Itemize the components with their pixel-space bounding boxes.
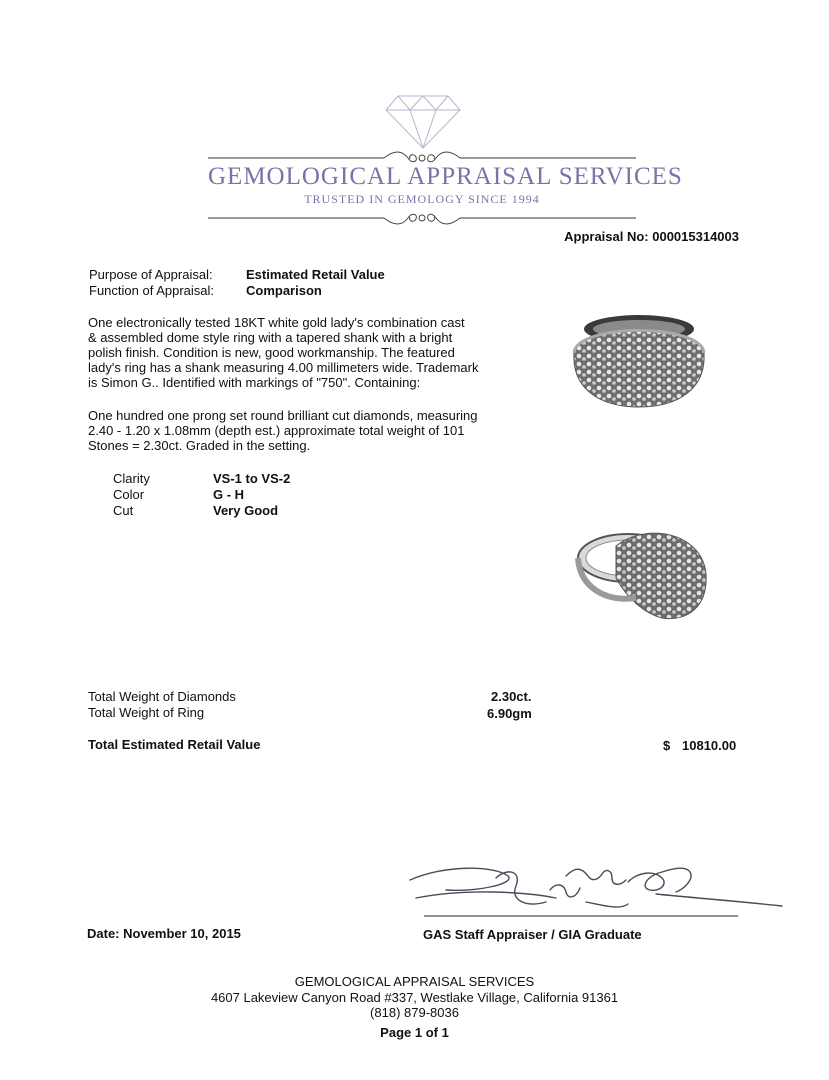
description-line: is Simon G.. Identified with markings of "750". Containing: — [88, 375, 421, 390]
appraisal-date: Date: November 10, 2015 — [87, 926, 241, 941]
function-value: Comparison — [246, 283, 322, 298]
retail-value: 10810.00 — [682, 738, 737, 753]
footer-phone: (818) 879-8036 — [370, 1005, 459, 1020]
footer-address: 4607 Lakeview Canyon Road #337, Westlake Village, California 91361 — [210, 990, 619, 1005]
purpose-value: Estimated Retail Value — [246, 267, 385, 282]
diamond-line: 2.40 - 1.20 x 1.08mm (depth est.) approximate total weight of 101 — [88, 423, 465, 438]
diamond-logo-icon — [384, 94, 462, 150]
diamond-line: One hundred one prong set round brilliant cut diamonds, measuring — [88, 408, 478, 423]
description-line: lady's ring has a shank measuring 4.00 millimeters wide. Trademark — [88, 360, 479, 375]
appraisal-number: Appraisal No: 000015314003 — [564, 229, 739, 244]
color-value: G - H — [213, 487, 245, 502]
clarity-label: Clarity — [113, 471, 150, 486]
diamond-line: Stones = 2.30ct. Graded in the setting. — [88, 438, 311, 453]
appraiser-title: GAS Staff Appraiser / GIA Graduate — [423, 927, 642, 942]
color-label: Color — [113, 487, 145, 502]
page-number: Page 1 of 1 — [380, 1025, 449, 1040]
ring-photo-top — [566, 305, 712, 413]
cut-value: Very Good — [213, 503, 279, 518]
item-description — [88, 315, 478, 390]
company-name-logo: GEMOLOGICAL APPRAISAL SERVICES — [208, 163, 683, 190]
retail-currency: $ — [663, 738, 671, 753]
total-diamonds-label: Total Weight of Diamonds — [88, 689, 236, 704]
retail-value-label: Total Estimated Retail Value — [88, 737, 261, 752]
function-label: Function of Appraisal: — [89, 283, 215, 298]
ornament-divider-bottom — [208, 208, 636, 228]
appraiser-signature — [406, 858, 786, 924]
cut-label: Cut — [113, 503, 134, 518]
description-line: polish finish. Condition is new, good workmanship. The featured — [88, 345, 455, 360]
total-diamonds-value: 2.30ct. — [491, 689, 532, 704]
footer-company: GEMOLOGICAL APPRAISAL SERVICES — [294, 974, 535, 989]
purpose-label: Purpose of Appraisal: — [89, 267, 213, 282]
description-line: One electronically tested 18KT white gold lady's combination cast — [88, 315, 465, 330]
description-line: & assembled dome style ring with a tapered shank with a bright — [88, 330, 453, 345]
diamond-description — [88, 408, 478, 453]
total-ring-label: Total Weight of Ring — [88, 705, 205, 720]
clarity-value: VS-1 to VS-2 — [213, 471, 291, 486]
company-tagline: TRUSTED IN GEMOLOGY SINCE 1994 — [304, 192, 540, 206]
total-ring-value: 6.90gm — [487, 706, 532, 721]
ring-photo-angled — [566, 518, 712, 626]
